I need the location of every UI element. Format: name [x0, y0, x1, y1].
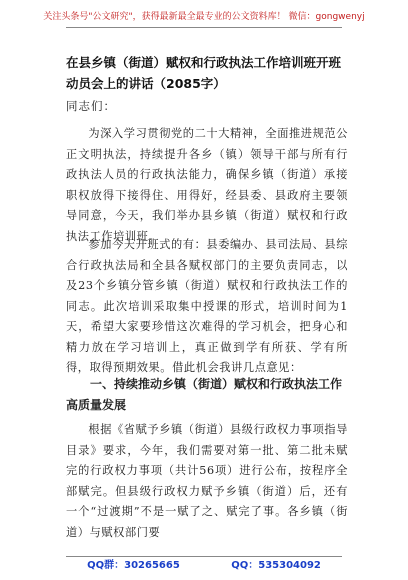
paragraph-1-text: 为深入学习贯彻党的二十大精神，全面推进规范公正文明执法，持续提升各乡（镇）领导干部与所有行政执法人员的行政执法能力，确保乡镇（街道）承接职权放得下接得住、用得好，经县委、县政府主要领导同意，今天，我们举办县乡镇（街道）赋权和行政执法工作培训班。: [66, 127, 348, 243]
header-divider: [66, 27, 342, 28]
header-promo-note: 关注头条号"公文研究"，获得最新最全最专业的公文资料库！ 微信：gongwenyj: [43, 12, 365, 22]
paragraph-1: [66, 124, 348, 247]
section-heading-1: 一、持续推动乡镇（街道）赋权和行政执法工作高质量发展: [66, 377, 343, 412]
paragraph-3-text: 根据《省赋予乡镇（街道）县级行政权力事项指导目录》要求，今年，我们需要对第一批、第二批未赋完的行政权力事项（共计56项）进行公布，按程序全部赋完。但县级行政权力赋予乡镇（街道）后，还有一个“过渡期”不是一赋了之、赋完了事。各乡镇（街道）与赋权部门要: [66, 423, 348, 539]
footer-qq-group: QQ群：30265665: [87, 560, 180, 571]
paragraph-2-text: 参加今天开班式的有：县委编办、县司法局、县综合行政执法局和全县各赋权部门的主要负责同志，以及23个乡镇分管乡镇（街道）赋权和行政执法工作的同志。此次培训采取集中授课的形式，培训时间为1天，希望大家要珍惜这次难得的学习机会，把身心和精力放在学习培训上，真正做到学有所获、学有所得，取得预期效果。借此机会我讲几点意见：: [66, 238, 348, 374]
paragraph-2: [66, 235, 348, 379]
greeting: 同志们：: [66, 99, 116, 113]
footer-contact: [0, 556, 408, 571]
paragraph-3: [66, 420, 348, 543]
document-title: 在县乡镇（街道）赋权和行政执法工作培训班开班动员会上的讲话（2085字）: [66, 55, 342, 91]
footer-qq-number: QQ：535304092: [231, 560, 321, 571]
